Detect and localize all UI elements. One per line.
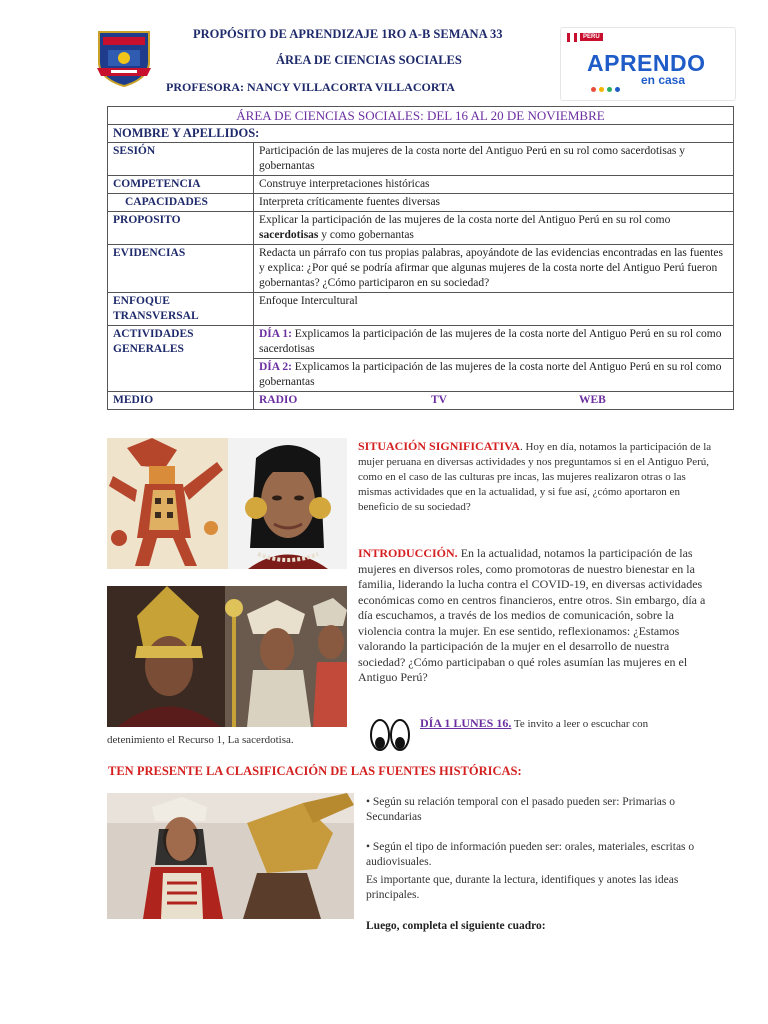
medio-tv: TV xyxy=(431,394,447,406)
label-evidencias: EVIDENCIAS xyxy=(108,245,254,293)
session-info-table xyxy=(107,106,734,410)
value-proposito xyxy=(254,212,734,245)
header-line-area: ÁREA DE CIENCIAS SOCIALES xyxy=(276,53,462,67)
label-actividades: ACTIVIDADES GENERALES xyxy=(108,326,254,392)
medio-radio: RADIO xyxy=(259,394,298,406)
peru-flag-icon xyxy=(567,33,577,42)
label-sesion: SESIÓN xyxy=(108,143,254,176)
header-line-purpose: PROPÓSITO DE APRENDIZAJE 1RO A-B SEMANA 33 xyxy=(193,27,503,41)
dia1-line-text: Te invito a leer o escuchar con xyxy=(511,718,649,730)
header-line-teacher: PROFESORA: NANCY VILLACORTA VILLACORTA xyxy=(166,80,455,94)
label-medio: MEDIO xyxy=(108,392,254,410)
table-title: ÁREA DE CIENCIAS SOCIALES: DEL 16 AL 20 DE NOVIEMBRE xyxy=(108,107,734,125)
label-capacidades: CAPACIDADES xyxy=(108,194,254,212)
value-capacidades: Interpreta críticamente fuentes diversas xyxy=(254,194,734,212)
label-enfoque: ENFOQUE TRANSVERSAL xyxy=(108,293,254,326)
situacion-label: SITUACIÓN SIGNIFICATIVA xyxy=(358,439,520,453)
value-enfoque: Enfoque Intercultural xyxy=(254,293,734,326)
aprendo-en-casa-logo xyxy=(560,27,736,101)
student-name-field[interactable]: NOMBRE Y APELLIDOS: xyxy=(108,125,734,143)
introduccion-label: INTRODUCCIÓN. xyxy=(358,546,458,560)
recurso-caption: detenimiento el Recurso 1, La sacerdotisa. xyxy=(107,734,294,746)
fuentes-note: Es importante que, durante la lectura, identifiques y anotes las ideas principales. xyxy=(366,874,679,901)
proposito-text-b: y como gobernantas xyxy=(318,229,414,241)
value-competencia: Construye interpretaciones históricas xyxy=(254,176,734,194)
priestess-reconstruction-image xyxy=(228,438,347,569)
label-competencia: COMPETENCIA xyxy=(108,176,254,194)
value-medio xyxy=(254,392,734,410)
fuentes-closing: Luego, completa el siguiente cuadro: xyxy=(366,920,546,932)
aprendo-logo-text: APRENDO xyxy=(587,50,706,76)
dia2-text: Explicamos la participación de las mujeres de la costa norte del Antiguo Perú en su rol como gobernantas xyxy=(259,361,722,388)
ceremony-scene-image xyxy=(107,586,347,727)
value-sesion: Participación de las mujeres de la costa norte del Antiguo Perú en su rol como sacerdotisas y gobernantas xyxy=(254,143,734,176)
dia1-lunes-label: DÍA 1 LUNES 16. xyxy=(420,716,512,730)
school-crest-logo xyxy=(93,28,155,88)
fuentes-heading: TEN PRESENTE LA CLASIFICACIÓN DE LAS FUENTES HISTÓRICAS: xyxy=(108,764,522,778)
peru-logo-tag: PERÚ xyxy=(580,33,603,41)
fuentes-bullet-2: • Según el tipo de información pueden ser: orales, materiales, escritas o audiovisuales. xyxy=(366,841,695,868)
medio-web: WEB xyxy=(579,394,606,406)
introduccion-paragraph xyxy=(358,546,713,686)
dia2-tag: DÍA 2: xyxy=(259,361,292,373)
label-proposito: PROPOSITO xyxy=(108,212,254,245)
introduccion-text: En la actualidad, notamos la participación de las mujeres en diversos roles, como promotoras de nuestro bienestar en la familia, liderando la lucha contra el COVID-19, en diversas actividades económicas como en centros financieros, entre otros. Sin embargo, día a día escuchamos, a través de los medios de comunicación, sobre la violencia contra la mujer. En ese sentido, reflexionamos: ¿Estamos valorando la participación de la mujer en el desarrollo de nuestra sociedad? ¿Cómo participaban o qué roles asumían las mujeres en el Antiguo Perú? xyxy=(358,546,706,684)
dia1-line xyxy=(420,716,720,732)
proposito-text-bold: sacerdotisas xyxy=(259,229,319,241)
dia1-text: Explicamos la participación de las mujeres de la costa norte del Antiguo Perú en su rol como sacerdotisas xyxy=(259,328,722,355)
priestess-ritual-image xyxy=(107,793,354,919)
dia1-tag: DÍA 1: xyxy=(259,328,292,340)
situacion-text: . Hoy en día, notamos la participación de la mujer peruana en diversas actividades y nos preguntamos si en el Antiguo Perú, como en el caso de las culturas pre incas, las mujeres realizaron otras o las mismas actividades que en la actualidad, y si fue así, ¿cómo aportaron en beneficio de su sociedad? xyxy=(358,441,712,513)
situacion-paragraph xyxy=(358,439,713,515)
fuentes-bullet-1: • Según su relación temporal con el pasado pueden ser: Primarias o Secundarias xyxy=(366,796,676,823)
logo-color-dots xyxy=(591,79,623,97)
value-dia1 xyxy=(254,326,734,359)
eyes-icon xyxy=(369,717,411,753)
value-evidencias: Redacta un párrafo con tus propias palabras, apoyándote de las evidencias encontradas en las fuentes y explica: ¿Por qué se podría afirmar que algunas mujeres de la costa norte del Antiguo Perú fueron gobernantas? ¿Cómo participaron en su sociedad? xyxy=(254,245,734,293)
value-dia2 xyxy=(254,359,734,392)
proposito-text-a: Explicar la participación de las mujeres de la costa norte del Antiguo Perú en su rol como xyxy=(259,214,671,226)
en-casa-logo-text: en casa xyxy=(641,73,686,87)
moche-mural-image xyxy=(107,438,228,569)
